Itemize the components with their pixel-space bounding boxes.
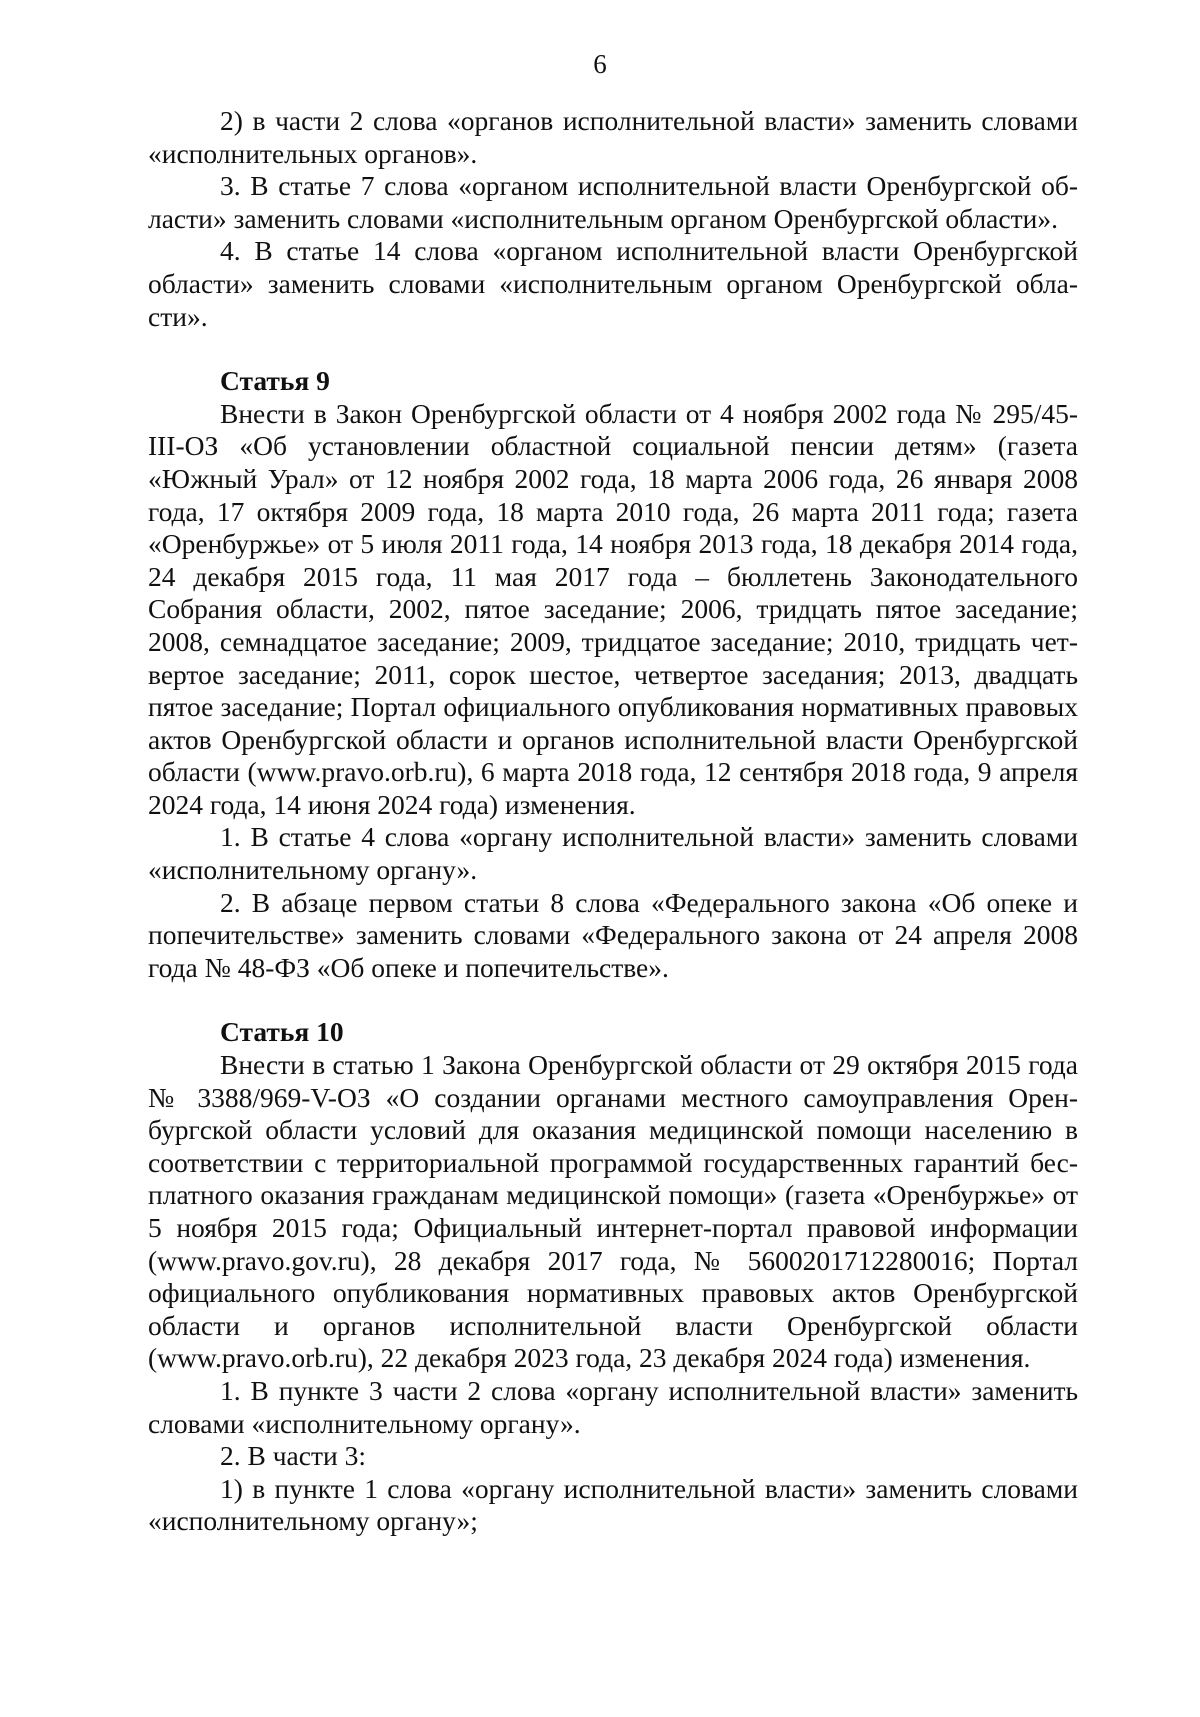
page-number: 6: [593, 49, 607, 79]
paragraph: 2. В части 3:: [220, 1440, 366, 1472]
paragraph: 1) в пункте 1 слова «органу исполнительной власти» заменить словами «исполнительному органу»;: [148, 1472, 1078, 1537]
paragraph: 1. В пункте 3 части 2 слова «органу исполнительной власти» заменить словами «исполнительному органу».: [148, 1374, 1078, 1439]
paragraph: 2. В абзаце первом статьи 8 слова «Федерального закона «Об опеке и попечительстве» заменить словами «Федерального закона от 24 апреля 2008 года № 48-ФЗ «Об опеке и попечительстве».: [148, 886, 1078, 983]
paragraph: 2) в части 2 слова «органов исполнительной власти» заменить словами «исполнительных органов».: [148, 105, 1078, 169]
article-9-heading: Статья 9: [220, 365, 330, 397]
paragraph: Внести в Закон Оренбургской области от 4 ноября 2002 года № 295/45-III-ОЗ «Об установлении областной социальной пенсии детям» (газета «Южный Урал» от 12 ноября 2002 года, 18 марта 2006 года, 26 января 2008 года, 17 октября 2009 года, 18 марта 2010 года, 26 марта 2011 года; газета «Оренбуржье» от 5 июля 2011 года, 14 ноября 2013 года, 18 декабря 2014 года, 24 декабря 2015 года, 11 мая 2017 года – бюллетень Законодательного Собрания области, 2002, пятое заседание; 2006, тридцать пятое заседание; 2008, семнадцатое заседание; 2009, тридцатое заседание; 2010, тридцать четвертое заседание; 2011, сорок шестое, четвертое заседания; 2013, двадцать пятое заседание; Портал официального опубликования нормативных правовых актов Оренбургской области и органов исполнительной власти Оренбургской области (www.pravo.orb.ru), 6 марта 2018 года, 12 сентября 2018 года, 9 апреля 2024 года, 14 июня 2024 года) изменения.: [148, 397, 1078, 820]
paragraph: 3. В статье 7 слова «органом исполнительной власти Оренбургской области» заменить словами «исполнительным органом Оренбургской области».: [148, 170, 1078, 234]
paragraph: 1. В статье 4 слова «органу исполнительной власти» заменить словами «исполнительному органу».: [148, 821, 1078, 886]
document-body: [148, 105, 1078, 1538]
article-10-heading: Статья 10: [220, 1016, 344, 1048]
paragraph: Внести в статью 1 Закона Оренбургской области от 29 октября 2015 года № 3388/969-V-ОЗ «О создании органами местного самоуправления Оренбургской области условий для оказания медицинской помощи населению в соответствии с территориальной программой государственных гарантий бесплатного оказания гражданам медицинской помощи» (газета «Оренбуржье» от 5 ноября 2015 года; Официальный интернет-портал правовой информации (www.pravo.gov.ru), 28 декабря 2017 года, № 5600201712280016; Портал официального опубликования нормативных правовых актов Оренбургской области и органов исполнительной власти Оренбургской области (www.pravo.orb.ru), 22 декабря 2023 года, 23 декабря 2024 года) изменения.: [148, 1049, 1078, 1374]
paragraph: 4. В статье 14 слова «органом исполнительной власти Оренбургской области» заменить словами «исполнительным органом Оренбургской области».: [148, 235, 1078, 332]
